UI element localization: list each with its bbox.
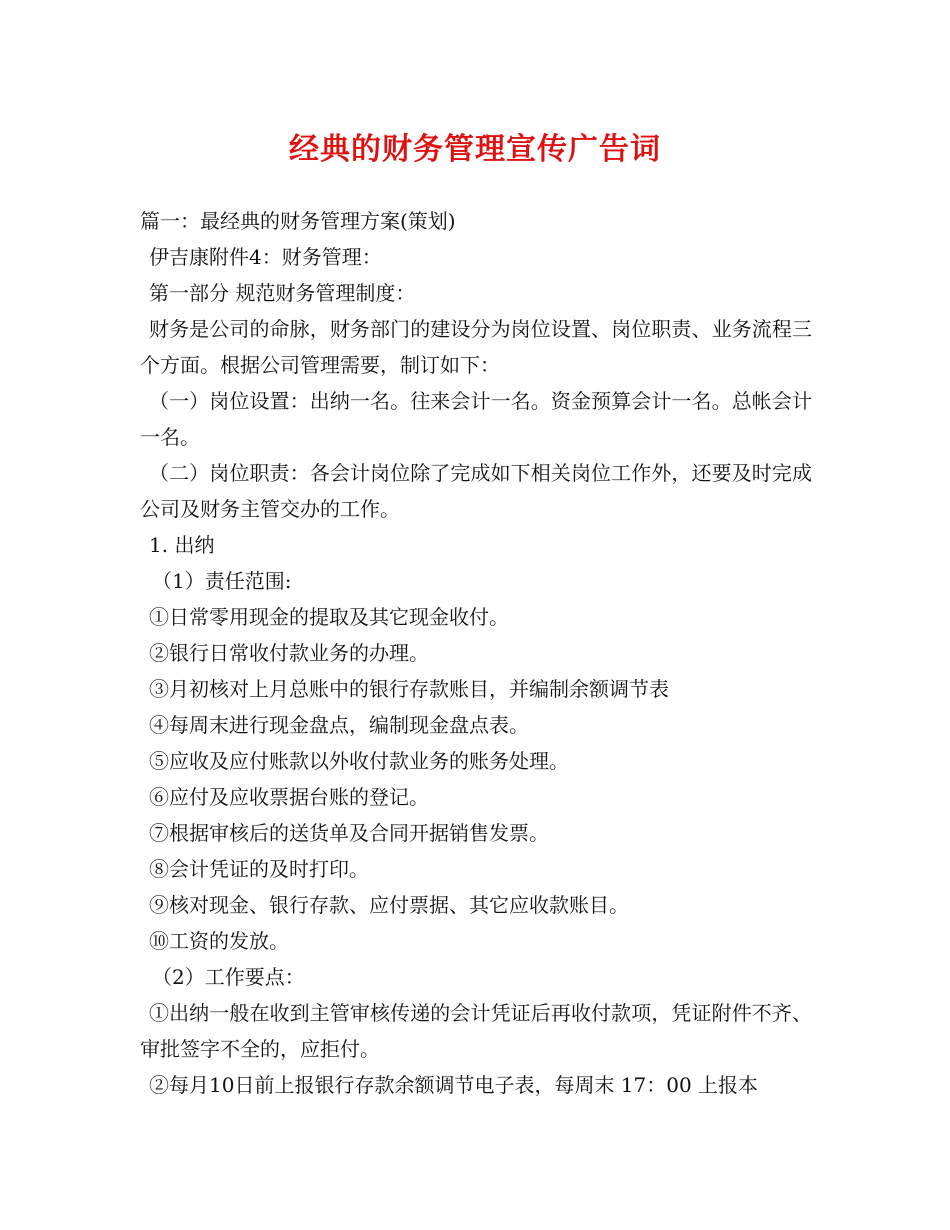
document-body [140, 203, 812, 1103]
list-item: ⑦根据审核后的送货单及合同开据销售发票。 [149, 821, 549, 845]
paragraph-part-one: 第一部分 规范财务管理制度： [149, 281, 416, 305]
paragraph-cashier-heading: 1. 出纳 [149, 533, 215, 557]
list-item: ⑨核对现金、银行存款、应付票据、其它应收款账目。 [149, 893, 629, 917]
list-item: ⑧会计凭证的及时打印。 [149, 857, 369, 881]
list-item: ④每周末进行现金盘点，编制现金盘点表。 [149, 713, 529, 737]
list-item: ①出纳一般在收到主管审核传递的会计凭证后再收付款项，凭证附件不齐、审批签字不全的，应拒付。 [140, 1001, 812, 1061]
list-item: ①日常零用现金的提取及其它现金收付。 [149, 605, 509, 629]
paragraph-post-duties: （二）岗位职责：各会计岗位除了完成如下相关岗位工作外，还要及时完成公司及财务主管交办的工作。 [140, 461, 812, 521]
list-item: ⑥应付及应收票据台账的登记。 [149, 785, 429, 809]
document-title: 经典的财务管理宣传广告词 [289, 132, 661, 167]
paragraph-key-points-heading: （2）工作要点： [152, 965, 305, 989]
paragraph-post-setup: （一）岗位设置：出纳一名。往来会计一名。资金预算会计一名。总帐会计一名。 [140, 389, 812, 449]
list-item: ③月初核对上月总账中的银行存款账目，并编制余额调节表 [149, 677, 669, 701]
paragraph-intro: 财务是公司的命脉，财务部门的建设分为岗位设置、岗位职责、业务流程三个方面。根据公司管理需要，制订如下： [140, 317, 812, 377]
list-item: ②每月10日前上报银行存款余额调节电子表，每周末 17：00 上报本 [149, 1073, 759, 1097]
list-item: ⑤应收及应付账款以外收付款业务的账务处理。 [149, 749, 569, 773]
list-item: ②银行日常收付款业务的办理。 [149, 641, 429, 665]
list-item: ⑩工资的发放。 [149, 929, 289, 953]
paragraph-section-heading: 篇一：最经典的财务管理方案(策划) [140, 209, 456, 233]
paragraph-scope-heading: （1）责任范围: [152, 569, 292, 593]
paragraph-attachment: 伊吉康附件4：财务管理： [149, 245, 382, 269]
